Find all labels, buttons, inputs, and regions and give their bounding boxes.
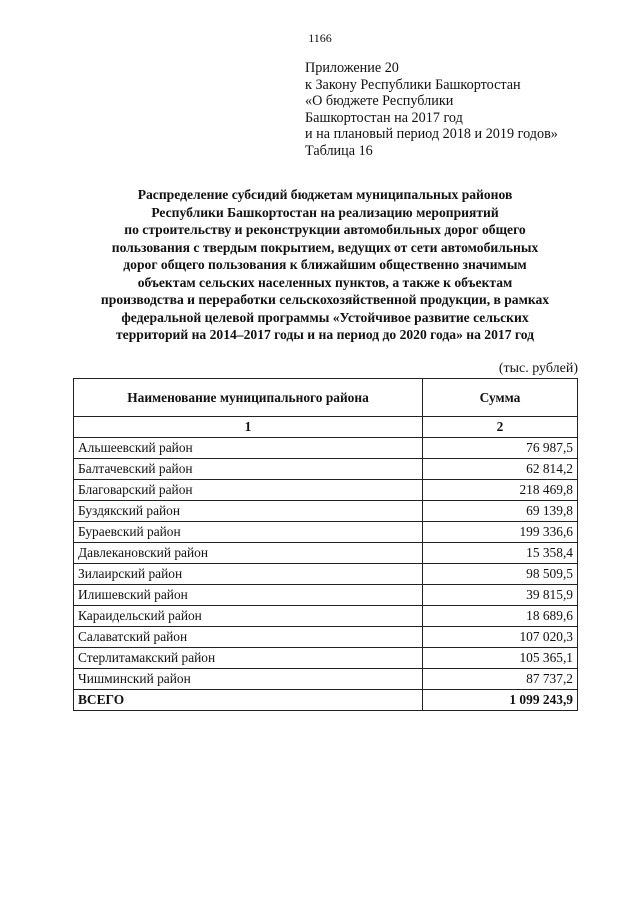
district-name: Салаватский район [74, 627, 423, 648]
column-number: 1 [74, 417, 423, 438]
table-total-row [74, 690, 578, 711]
table-row [74, 459, 578, 480]
district-name: Альшеевский район [74, 438, 423, 459]
subsidy-table [73, 378, 578, 711]
appendix-line: и на плановый период 2018 и 2019 годов» [305, 126, 558, 143]
document-title [70, 186, 580, 344]
district-name: Балтачевский район [74, 459, 423, 480]
district-name: Благоварский район [74, 480, 423, 501]
title-line: дорог общего пользования к ближайшим общественно значимым [123, 257, 527, 272]
units-label: (тыс. рублей) [498, 361, 578, 376]
appendix-line: Таблица 16 [305, 142, 373, 159]
table-row [74, 438, 578, 459]
district-name: Стерлитамакский район [74, 648, 423, 669]
title-line: федеральной целевой программы «Устойчивое развитие сельских [121, 309, 529, 325]
page-number: 1166 [308, 31, 332, 45]
table-row [74, 669, 578, 690]
table-row [74, 501, 578, 522]
total-label: ВСЕГО [74, 690, 423, 711]
appendix-block [305, 60, 558, 160]
title-line: объектам сельских населенных пунктов, а также к объектам [137, 274, 513, 290]
appendix-line: Приложение 20 [305, 60, 399, 76]
district-sum: 105 365,1 [423, 648, 578, 669]
title-line: Распределение субсидий бюджетам муниципальных районов [137, 187, 513, 202]
header-sum: Сумма [423, 379, 578, 417]
district-name: Буздякский район [74, 501, 423, 522]
district-sum: 87 737,2 [423, 669, 578, 690]
table-header-row [74, 379, 578, 417]
header-district-name: Наименование муниципального района [74, 379, 423, 417]
appendix-line: Башкортостан на 2017 год [305, 109, 463, 126]
district-name: Зилаирский район [74, 564, 423, 585]
title-line: производства и переработки сельскохозяйственной продукции, в рамках [100, 292, 550, 307]
district-sum: 18 689,6 [423, 606, 578, 627]
district-name: Чишминский район [74, 669, 423, 690]
column-number-row [74, 417, 578, 438]
table-row [74, 606, 578, 627]
title-line: пользования с твердым покрытием, ведущих от сети автомобильных [111, 239, 539, 255]
column-number: 2 [423, 417, 578, 438]
district-sum: 218 469,8 [423, 480, 578, 501]
appendix-line: к Закону Республики Башкортостан [305, 76, 521, 93]
district-name: Илишевский район [74, 585, 423, 606]
table-row [74, 648, 578, 669]
district-sum: 69 139,8 [423, 501, 578, 522]
district-sum: 62 814,2 [423, 459, 578, 480]
district-sum: 98 509,5 [423, 564, 578, 585]
title-line: Республики Башкортостан на реализацию мероприятий [151, 204, 499, 220]
district-name: Давлекановский район [74, 543, 423, 564]
appendix-line: «О бюджете Республики [305, 93, 454, 110]
district-name: Бураевский район [74, 522, 423, 543]
table-row [74, 564, 578, 585]
district-name: Караидельский район [74, 606, 423, 627]
table-row [74, 543, 578, 564]
table-row [74, 480, 578, 501]
title-line: территорий на 2014–2017 годы и на период до 2020 года» на 2017 год [116, 327, 534, 342]
district-sum: 39 815,9 [423, 585, 578, 606]
district-sum: 76 987,5 [423, 438, 578, 459]
table-row [74, 585, 578, 606]
district-sum: 199 336,6 [423, 522, 578, 543]
district-sum: 15 358,4 [423, 543, 578, 564]
table-row [74, 522, 578, 543]
table-row [74, 627, 578, 648]
total-sum: 1 099 243,9 [423, 690, 578, 711]
title-line: по строительству и реконструкции автомобильных дорог общего [124, 222, 526, 237]
district-sum: 107 020,3 [423, 627, 578, 648]
